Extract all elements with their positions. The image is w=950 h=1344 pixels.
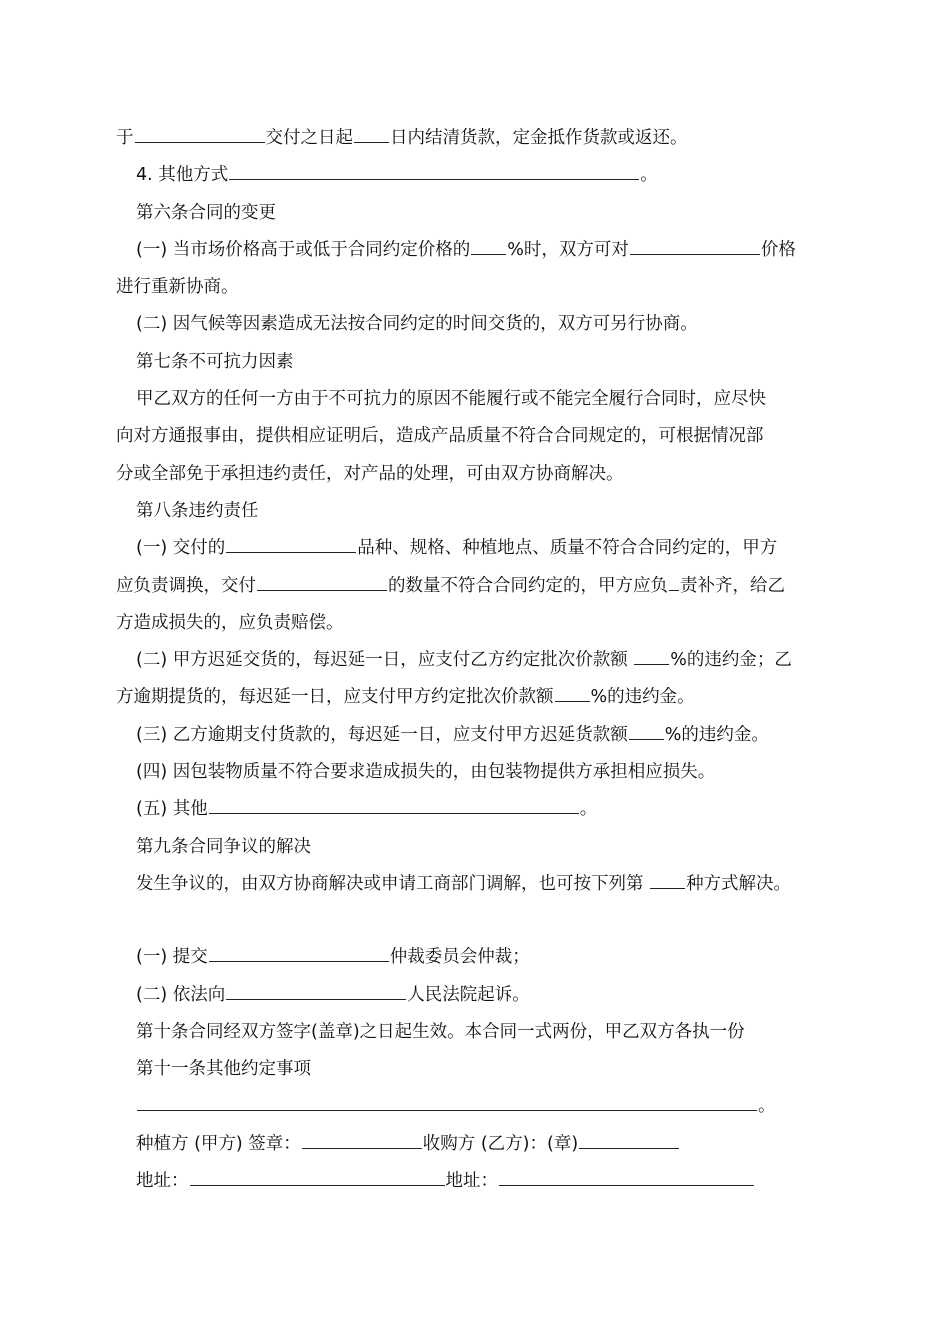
clause-line <box>116 642 846 679</box>
blank-field <box>226 533 356 553</box>
section-heading: 第七条不可抗力因素 <box>136 351 294 372</box>
text: 责补齐，给乙 <box>680 575 785 596</box>
section-heading: 第十条合同经双方签字(盖章)之日起生效。本合同一式两份，甲乙双方各执一份 <box>136 1021 745 1042</box>
clause-line <box>116 866 846 903</box>
text: 应负责调换，交付 <box>116 575 256 596</box>
blank-field <box>629 720 664 740</box>
text: 仲裁委员会仲裁； <box>389 947 530 968</box>
signature-line <box>116 1126 846 1163</box>
clause-line <box>116 232 846 269</box>
text: 4. 其他方式 <box>136 165 229 186</box>
text: 日内结清货款，定金抵作货款或返还。 <box>390 128 688 148</box>
text: 地址： <box>445 1171 498 1192</box>
section-heading: 第六条合同的变更 <box>136 202 276 223</box>
text: %的违约金；乙 <box>670 650 792 671</box>
text: %时，双方可对 <box>507 239 629 260</box>
blank-field <box>209 794 579 814</box>
text: 。 <box>758 1096 776 1117</box>
blank-field <box>634 645 669 665</box>
blank-field <box>137 1091 757 1111</box>
blank-field <box>354 123 389 143</box>
paragraph-line: 分或全部免于承担违约责任，对产品的处理，可由双方协商解决。 <box>116 463 624 484</box>
section-heading: 第八条违约责任 <box>136 500 259 521</box>
clause-line <box>116 939 846 976</box>
text: (二) 依法向 <box>136 984 226 1005</box>
blank-field <box>650 869 685 889</box>
text: 种植方 (甲方) 签章： <box>136 1133 301 1154</box>
text: (一) 当市场价格高于或低于合同约定价格的 <box>136 239 471 260</box>
clause-line: 方造成损失的，应负责赔偿。 <box>116 612 344 633</box>
address-line <box>116 1163 846 1200</box>
spacer <box>116 903 846 939</box>
text: (三) 乙方逾期支付货款的，每迟延一日，应支付甲方迟延货款额 <box>136 724 628 745</box>
text: 。 <box>579 799 598 820</box>
clause-line: (四) 因包装物质量不符合要求造成损失的，由包装物提供方承担相应损失。 <box>136 762 716 783</box>
clause-line <box>116 679 846 716</box>
payment-clause-line <box>116 120 846 157</box>
text: (一) 交付的 <box>136 538 226 559</box>
other-method-line <box>116 157 846 194</box>
text: (二) 甲方迟延交货的，每迟延一日，应支付乙方约定批次价款额 <box>136 650 634 671</box>
blank-field <box>471 235 506 255</box>
text: 品种、规格、种植地点、质量不符合合同约定的，甲方 <box>357 538 778 559</box>
clause-line: 进行重新协商。 <box>116 277 239 298</box>
clause-line <box>116 791 846 828</box>
clause-line <box>116 717 846 754</box>
text: 种方式解决。 <box>686 873 792 894</box>
text: (五) 其他 <box>136 799 208 820</box>
blank-field <box>209 942 389 962</box>
text: 。 <box>640 165 658 186</box>
blank-field <box>229 160 639 180</box>
contract-body <box>116 120 846 1200</box>
blank-field <box>135 123 265 143</box>
text: 的数量不符合合同约定的，甲方应负 <box>388 575 668 596</box>
text: %的违约金。 <box>664 724 769 745</box>
blank-field <box>226 979 406 999</box>
text: 发生争议的，由双方协商解决或申请工商部门调解，也可按下列第 <box>136 873 650 894</box>
text: 收购方 (乙方)：(章) <box>422 1133 579 1154</box>
blank-field <box>579 1128 679 1148</box>
text: 人民法院起诉。 <box>407 984 530 1005</box>
text: 于 <box>116 128 134 148</box>
blank-field <box>257 570 387 590</box>
clause-line: (二) 因气候等因素造成无法按合同约定的时间交货的，双方可另行协商。 <box>136 314 698 335</box>
blank-field <box>302 1128 422 1148</box>
clause-line <box>116 530 846 567</box>
blank-field <box>630 235 760 255</box>
blank-field <box>555 682 590 702</box>
text: 方逾期提货的，每迟延一日，应支付甲方约定批次价款额 <box>116 687 554 708</box>
section-heading: 第九条合同争议的解决 <box>136 836 311 857</box>
paragraph-line: 甲乙双方的任何一方由于不可抗力的原因不能履行或不能完全履行合同时，应尽快 <box>136 389 766 410</box>
text: 地址： <box>136 1171 189 1192</box>
text: (一) 提交 <box>136 947 208 968</box>
text: 交付之日起 <box>265 128 353 148</box>
other-terms-line <box>116 1088 846 1125</box>
clause-line <box>116 977 846 1014</box>
blank-field <box>190 1166 445 1186</box>
blank-field <box>669 570 679 590</box>
section-heading: 第十一条其他约定事项 <box>136 1059 311 1080</box>
text: %的违约金。 <box>590 687 695 708</box>
blank-field <box>499 1166 754 1186</box>
clause-line <box>116 568 846 605</box>
paragraph-line: 向对方通报事由，提供相应证明后，造成产品质量不符合合同规定的，可根据情况部 <box>116 426 764 447</box>
text: 价格 <box>760 239 796 260</box>
